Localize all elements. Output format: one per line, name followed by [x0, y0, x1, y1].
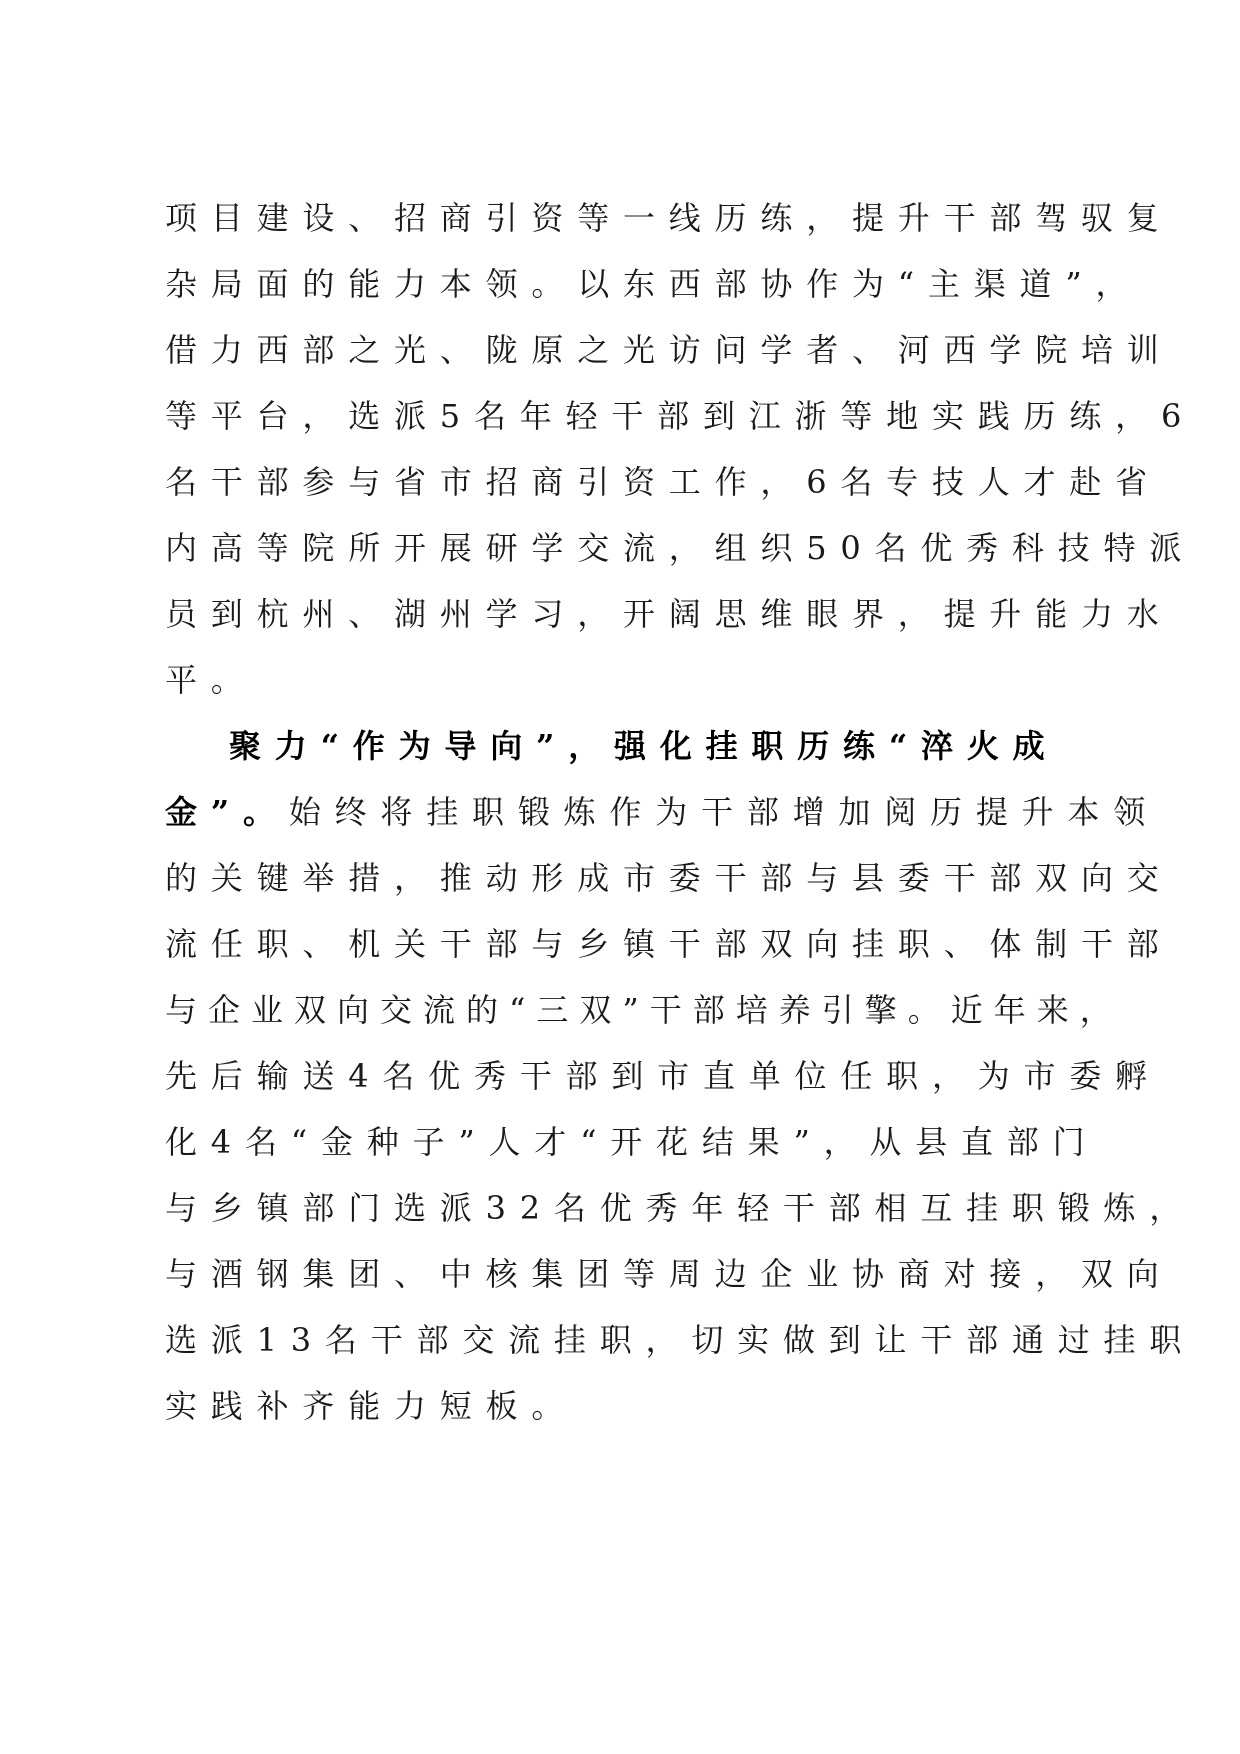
text-line [165, 779, 1160, 845]
section-heading: 聚力“作为导向”，强化挂职历练“淬火成 [229, 727, 1059, 765]
text-line: 与企业双向交流的“三双”干部培养引擎。近年来， [165, 991, 1123, 1029]
text-line: 名干部参与省市招商引资工作，6名专技人才赴省 [165, 463, 1161, 501]
text-line: 流任职、机关干部与乡镇干部双向挂职、体制干部 [165, 925, 1173, 963]
paragraph-2 [165, 713, 1196, 1439]
text-line: 杂局面的能力本领。以东西部协作为“主渠道”， [165, 265, 1142, 303]
text-line: 借力西部之光、陇原之光访问学者、河西学院培训 [165, 331, 1173, 369]
document-body [165, 185, 1196, 1439]
text-line: 的关键举措，推动形成市委干部与县委干部双向交 [165, 859, 1173, 897]
text-line: 实践补齐能力短板。 [165, 1387, 578, 1425]
text-line: 平。 [165, 661, 257, 699]
text-line: 与乡镇部门选派32名优秀年轻干部相互挂职锻炼， [165, 1189, 1196, 1227]
text-line: 化4名“金种子”人才“开花结果”，从县直部门 [165, 1123, 1099, 1161]
text-line: 先后输送4名优秀干部到市直单位任职，为市委孵 [165, 1057, 1161, 1095]
section-heading-end: 金”。 [165, 793, 289, 831]
text-line: 与酒钢集团、中核集团等周边企业协商对接，双向 [165, 1255, 1173, 1293]
text-line: 等平台，选派5名年轻干部到江浙等地实践历练，6 [165, 397, 1196, 435]
paragraph-1 [165, 185, 1196, 713]
text-line: 项目建设、招商引资等一线历练，提升干部驾驭复 [165, 199, 1173, 237]
text-line: 员到杭州、湖州学习，开阔思维眼界，提升能力水 [165, 595, 1173, 633]
text-line-rest: 始终将挂职锻炼作为干部增加阅历提升本领 [288, 793, 1160, 831]
text-line: 选派13名干部交流挂职，切实做到让干部通过挂职 [165, 1321, 1196, 1359]
text-line: 内高等院所开展研学交流，组织50名优秀科技特派 [165, 529, 1196, 567]
